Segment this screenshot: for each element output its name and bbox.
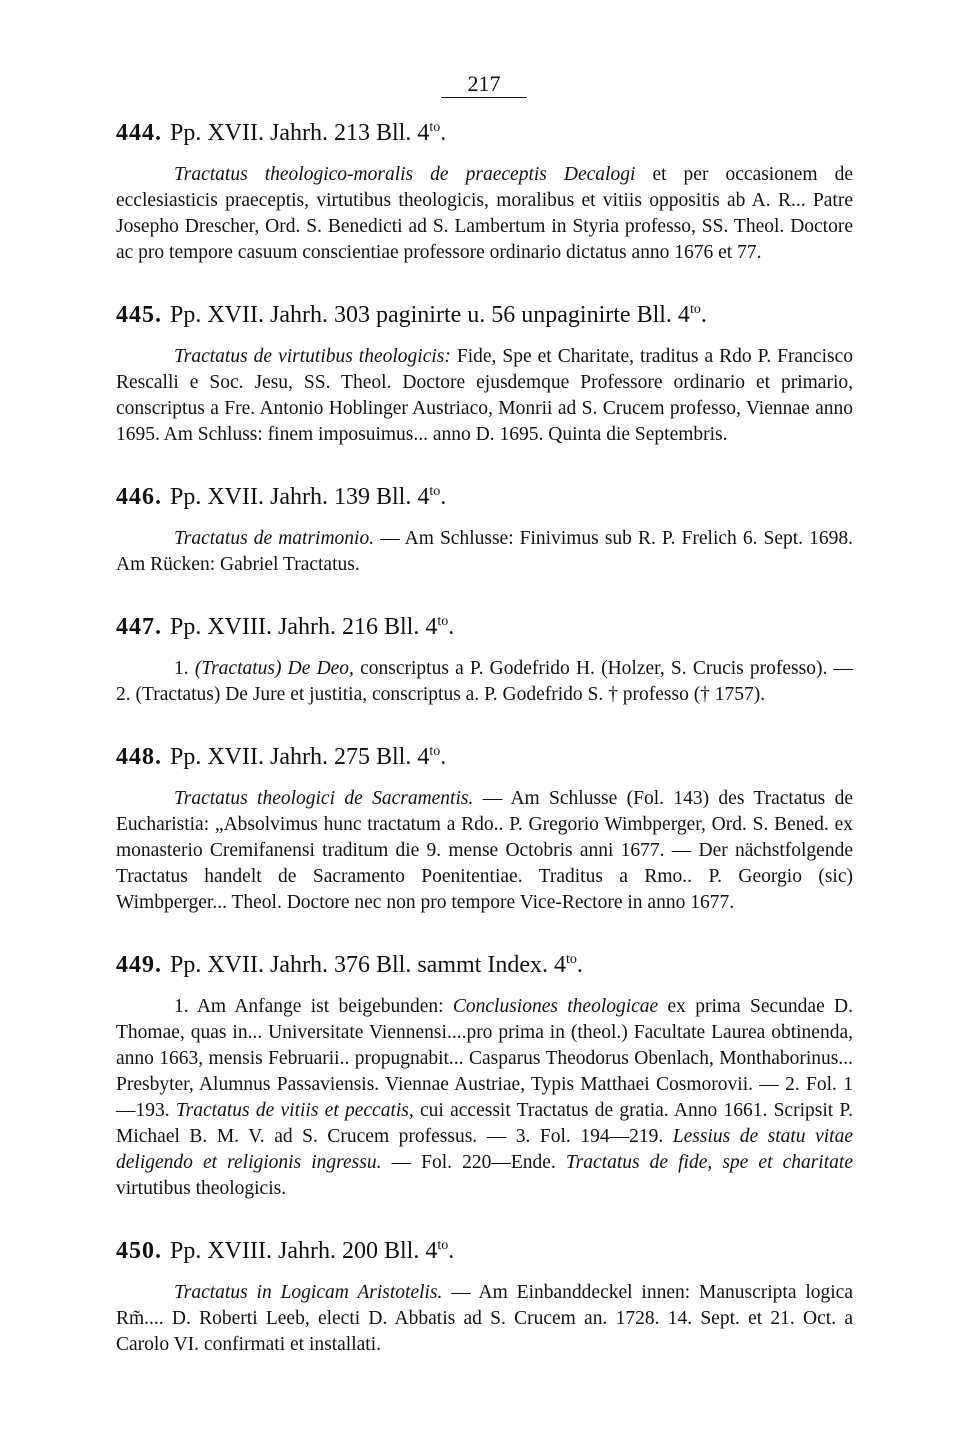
- heading-period: .: [440, 120, 447, 146]
- entry-text-3: — Fol. 220—Ende.: [381, 1152, 566, 1173]
- entry-lead: 1. Am Anfange ist beigebunden:: [174, 996, 453, 1017]
- entry-description: Pp. XVII. Jahrh. 213 Bll. 4: [170, 120, 430, 146]
- catalog-entry-449: [116, 950, 853, 1202]
- work-title-2: Tractatus de vitiis et peccatis,: [175, 1100, 414, 1121]
- catalog-entry-450: [116, 1236, 853, 1358]
- catalog-entry-445: [116, 300, 853, 448]
- heading-period: .: [440, 744, 447, 770]
- entry-description: Pp. XVII. Jahrh. 376 Bll. sammt Index. 4: [170, 952, 566, 978]
- format-superscript: to: [565, 952, 577, 967]
- work-title: Tractatus de matrimonio.: [174, 528, 375, 549]
- heading-period: .: [440, 484, 447, 510]
- work-title: (Tractatus) De Deo,: [194, 658, 354, 679]
- entry-number: 444.: [116, 120, 162, 146]
- entry-heading: [116, 482, 853, 512]
- entry-number: 445.: [116, 302, 162, 328]
- format-superscript: to: [429, 744, 441, 759]
- catalog-entry-446: [116, 482, 853, 578]
- entry-body: [116, 656, 853, 708]
- entry-lead: 1.: [174, 658, 195, 679]
- heading-period: .: [448, 614, 455, 640]
- catalog-entry-448: [116, 742, 853, 916]
- entry-text: et per occasionem de ecclesiasticis praeceptis, virtutibus theologicis, moralibus et vitiis oppositis ab A. R... Patre Josepho Drescher, Ord. S. Benedicti ad S. Lambertum in Styria professo, SS. Theol. Doctore ac pro tempore casuum conscientiae professore ordinario dictatus anno 1676 et 77.: [116, 164, 853, 263]
- entry-list: [116, 118, 853, 1358]
- entry-body: [116, 786, 853, 916]
- entry-text: Fide, Spe et Charitate, traditus a Rdo P. Francisco Rescalli e Soc. Jesu, SS. Theol. Doctore ejusdemque Professore ordinario et primario, conscriptus a Fre. Antonio Hoblinger Austriaco, Monrii ad S. Crucem professo, Viennae anno 1695. Am Schluss: finem imposuimus... anno D. 1695. Quinta die Septembris.: [116, 346, 853, 445]
- work-title: Tractatus theologici de Sacramentis.: [174, 788, 474, 809]
- entry-text-2: cui accessit Tractatus de gratia. Anno 1661. Scripsit P. Michael B. M. V. ad S. Crucem professus. — 3. Fol. 194—219.: [116, 1100, 853, 1147]
- entry-heading: [116, 612, 853, 642]
- entry-description: Pp. XVIII. Jahrh. 200 Bll. 4: [170, 1238, 438, 1264]
- work-title: Tractatus de virtutibus theologicis:: [174, 346, 451, 367]
- entry-number: 447.: [116, 614, 162, 640]
- entry-body: [116, 162, 853, 266]
- work-title: Tractatus in Logicam Aristotelis.: [174, 1282, 443, 1303]
- entry-body: [116, 1280, 853, 1358]
- entry-text: — Am Schlusse: Finivimus sub R. P. Frelich 6. Sept. 1698. Am Rücken: Gabriel Tractatus.: [116, 528, 853, 575]
- work-title: Conclusiones theologicae: [452, 996, 659, 1017]
- entry-description: Pp. XVII. Jahrh. 275 Bll. 4: [170, 744, 430, 770]
- entry-description: Pp. XVII. Jahrh. 139 Bll. 4: [170, 484, 430, 510]
- entry-text: — Am Schlusse (Fol. 143) des Tractatus de Eucharistia: „Absolvimus hunc tractatum a Rdo.. P. Gregorio Wimbperger, Ord. S. Bened. ex monasterio Cremifanensi traditum die 9. mense Octobris anni 1677. — Der nächstfolgende Tractatus handelt de Sacramento Poenitentiae. Traditus a Rmo.. P. Georgio (sic) Wimbperger... Theol. Doctore nec non pro tempore Vice-Rectore in anno 1677.: [116, 788, 853, 913]
- entry-heading: [116, 118, 853, 148]
- entry-text: conscriptus a P. Godefrido H. (Holzer, S. Crucis professo). — 2. (Tractatus) De Jure et justitia, conscriptus a. P. Godefrido S. † professo († 1757).: [116, 658, 854, 705]
- entry-number: 449.: [116, 952, 162, 978]
- work-title: Tractatus theologico-moralis de praeceptis Decalogi: [174, 164, 636, 185]
- work-title-3: Lessius de statu vitae deligendo et religionis ingressu.: [116, 1126, 853, 1173]
- entry-text-4: virtutibus theologicis.: [116, 1178, 287, 1199]
- entry-heading: [116, 742, 853, 772]
- entry-heading: [116, 1236, 853, 1266]
- format-superscript: to: [689, 302, 701, 317]
- entry-body: [116, 344, 853, 448]
- entry-heading: [116, 950, 853, 980]
- entry-description: Pp. XVIII. Jahrh. 216 Bll. 4: [170, 614, 438, 640]
- format-superscript: to: [437, 1238, 449, 1253]
- work-title-4: Tractatus de fide, spe et charitate: [565, 1152, 853, 1173]
- heading-period: .: [448, 1238, 455, 1264]
- entry-body: [116, 526, 853, 578]
- heading-period: .: [700, 302, 707, 328]
- entry-number: 448.: [116, 744, 162, 770]
- catalog-entry-447: [116, 612, 853, 708]
- format-superscript: to: [429, 120, 441, 135]
- format-superscript: to: [437, 614, 449, 629]
- entry-heading: [116, 300, 853, 330]
- entry-number: 450.: [116, 1238, 162, 1264]
- entry-body: [116, 994, 853, 1202]
- catalog-entry-444: [116, 118, 853, 266]
- entry-number: 446.: [116, 484, 162, 510]
- entry-description: Pp. XVII. Jahrh. 303 paginirte u. 56 unpaginirte Bll. 4: [170, 302, 690, 328]
- format-superscript: to: [429, 484, 441, 499]
- entry-text: ex prima Secundae D. Thomae, quas in... Universitate Viennensi....pro prima in (theol.) Facultate Laurea obtinenda, anno 1663, mensis Februarii.. propugnabit... Casparus Theodorus Obenlach, Monthaborinus... Presbyter, Alumnus Passaviensis. Viennae Austriae, Typis Matthaei Cosmorovii. — 2. Fol. 1—193.: [116, 996, 853, 1121]
- heading-period: .: [576, 952, 583, 978]
- entry-text: — Am Einbanddeckel innen: Manuscripta logica Rm̃.... D. Roberti Leeb, electi D. Abbatis ad S. Crucem an. 1728. 14. Sept. et 21. Oct. a Carolo VI. confirmati et installati.: [116, 1282, 853, 1355]
- page-number: 217: [441, 72, 527, 98]
